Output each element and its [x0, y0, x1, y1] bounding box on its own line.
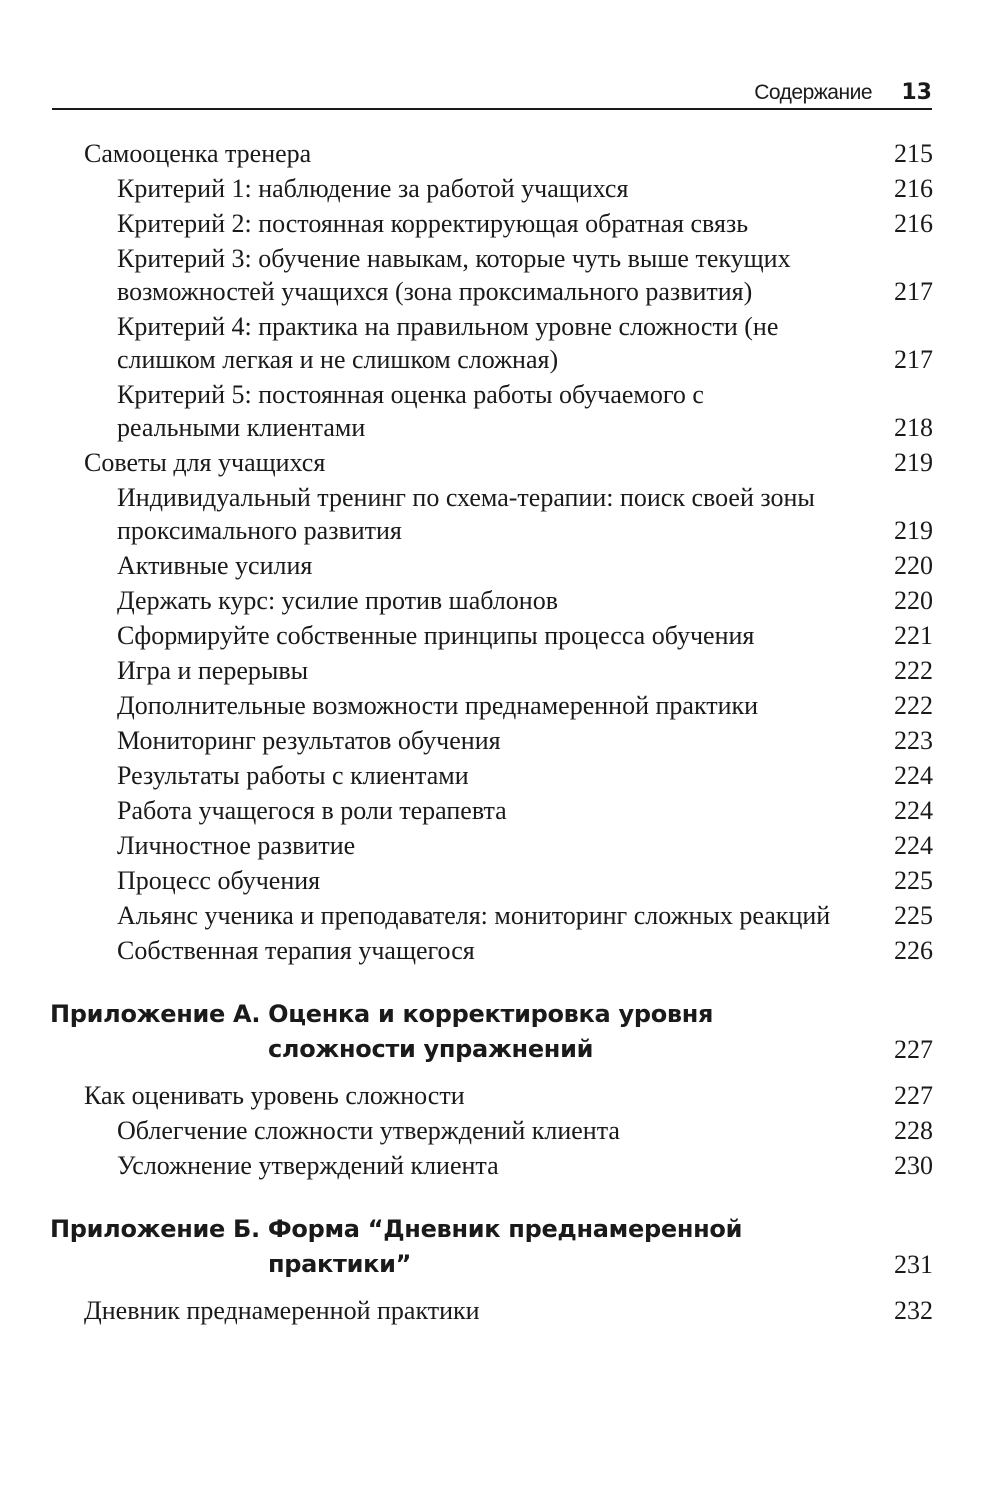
toc-entry-level2[interactable]: [0, 584, 1000, 617]
toc-entry-level1[interactable]: [0, 446, 1000, 479]
toc-entry-page: 231: [894, 1250, 933, 1279]
toc-entry-page: 232: [894, 1296, 933, 1325]
toc-entry-level2[interactable]: [0, 207, 1000, 240]
toc-entry-level2[interactable]: [0, 1114, 1000, 1147]
toc-entry-level1[interactable]: [0, 137, 1000, 170]
toc-entry-title: Критерий 1: наблюдение за работой учащихся: [117, 174, 629, 203]
toc-entry-page: 225: [894, 901, 933, 930]
toc-entry-page: 226: [894, 936, 933, 965]
toc-entry-level2[interactable]: [0, 242, 1000, 308]
toc-entry-level2[interactable]: [0, 619, 1000, 652]
toc-entry-level2[interactable]: [0, 378, 1000, 444]
toc-entry-title: Облегчение сложности утверждений клиента: [117, 1116, 620, 1145]
toc-entry-level2[interactable]: [0, 829, 1000, 862]
toc-entry-level1[interactable]: [0, 1294, 1000, 1327]
toc-entry-title: Активные усилия: [117, 551, 313, 580]
toc-entry-level2[interactable]: [0, 1149, 1000, 1182]
toc-entry-level2[interactable]: [0, 794, 1000, 827]
header-page-number: 13: [901, 80, 932, 105]
toc-entry-title: Результаты работы с клиентами: [117, 761, 469, 790]
toc-entry-level2[interactable]: [0, 689, 1000, 722]
toc-entry-level2[interactable]: [0, 654, 1000, 687]
toc-entry-page: 221: [894, 621, 933, 650]
toc-entry-page: 225: [894, 866, 933, 895]
toc-entry-title: Как оценивать уровень сложности: [84, 1081, 465, 1110]
toc-entry-level2[interactable]: [0, 172, 1000, 205]
toc-entry-title: Дневник преднамеренной практики: [84, 1296, 480, 1325]
toc-entry-title: Критерий 4: практика на правильном уровне сложности (не слишком легкая и не слишком сложная): [117, 312, 779, 374]
toc-entry-page: 220: [894, 586, 933, 615]
toc-entry-title: Альянс ученика и преподавателя: мониторинг сложных реакций: [117, 901, 831, 930]
toc-entry-level2[interactable]: [0, 899, 1000, 932]
toc-entry-page: 224: [894, 831, 933, 860]
toc-entry-title: Держать курс: усилие против шаблонов: [117, 586, 558, 615]
toc-entry-title: Самооценка тренера: [84, 139, 312, 168]
toc-entry-title: Процесс обучения: [117, 866, 321, 895]
toc-entry-page: 220: [894, 551, 933, 580]
toc-entry-page: 224: [894, 761, 933, 790]
toc-entry-title: Сформируйте собственные принципы процесса обучения: [117, 621, 755, 650]
toc-entry-title: Работа учащегося в роли терапевта: [117, 796, 507, 825]
toc-entry-page: 224: [894, 796, 933, 825]
toc-entry-page: 227: [894, 1035, 933, 1064]
toc-entry-page: 217: [894, 277, 933, 306]
toc-entry-level2[interactable]: [0, 310, 1000, 376]
toc-entry-title: Игра и перерывы: [117, 656, 309, 685]
appendix-a-heading[interactable]: [0, 997, 1000, 1067]
toc-entry-page: 217: [894, 345, 933, 374]
running-header: [52, 80, 932, 110]
toc-entry-page: 216: [894, 174, 933, 203]
toc-entry-level1[interactable]: [0, 1079, 1000, 1112]
toc-entry-title: Мониторинг результатов обучения: [117, 726, 501, 755]
toc-entry-level2[interactable]: [0, 759, 1000, 792]
toc-entry-title: Советы для учащихся: [84, 448, 326, 477]
toc-entry-page: 223: [894, 726, 933, 755]
appendix-title-line2: практики”: [268, 1250, 412, 1278]
toc-entry-page: 216: [894, 209, 933, 238]
toc-entry-page: 219: [894, 516, 933, 545]
toc-entry-level2[interactable]: [0, 724, 1000, 757]
toc-entry-page: 218: [894, 413, 933, 442]
appendix-title-line1: Приложение Б. Форма “Дневник преднамеренной: [50, 1215, 743, 1243]
toc-entry-page: 222: [894, 656, 933, 685]
appendix-title-line2: сложности упражнений: [268, 1035, 594, 1063]
appendix-title-line1: Приложение А. Оценка и корректировка уровня: [50, 1000, 714, 1028]
toc-entry-level2[interactable]: [0, 481, 1000, 547]
table-of-contents: [0, 135, 1000, 1327]
toc-entry-title: Критерий 2: постоянная корректирующая обратная связь: [117, 209, 749, 238]
toc-entry-level2[interactable]: [0, 864, 1000, 897]
header-title: Содержание: [754, 81, 872, 104]
toc-entry-page: 228: [894, 1116, 933, 1145]
toc-entry-title: Личностное развитие: [117, 831, 356, 860]
toc-entry-page: 230: [894, 1151, 933, 1180]
toc-entry-level2[interactable]: [0, 549, 1000, 582]
toc-entry-page: 219: [894, 448, 933, 477]
appendix-b-heading[interactable]: [0, 1212, 1000, 1282]
toc-entry-title: Индивидуальный тренинг по схема-терапии: поиск своей зоны проксимального развития: [117, 483, 815, 545]
toc-entry-title: Критерий 5: постоянная оценка работы обучаемого с реальными клиентами: [117, 380, 704, 442]
toc-entry-title: Усложнение утверждений клиента: [117, 1151, 499, 1180]
toc-entry-page: 215: [894, 139, 933, 168]
toc-entry-title: Собственная терапия учащегося: [117, 936, 475, 965]
toc-entry-title: Дополнительные возможности преднамеренной практики: [117, 691, 759, 720]
toc-entry-title: Критерий 3: обучение навыкам, которые чуть выше текущих возможностей учащихся (зона проксимального развития): [117, 244, 791, 306]
toc-entry-page: 227: [894, 1081, 933, 1110]
toc-entry-level2[interactable]: [0, 934, 1000, 967]
toc-entry-page: 222: [894, 691, 933, 720]
